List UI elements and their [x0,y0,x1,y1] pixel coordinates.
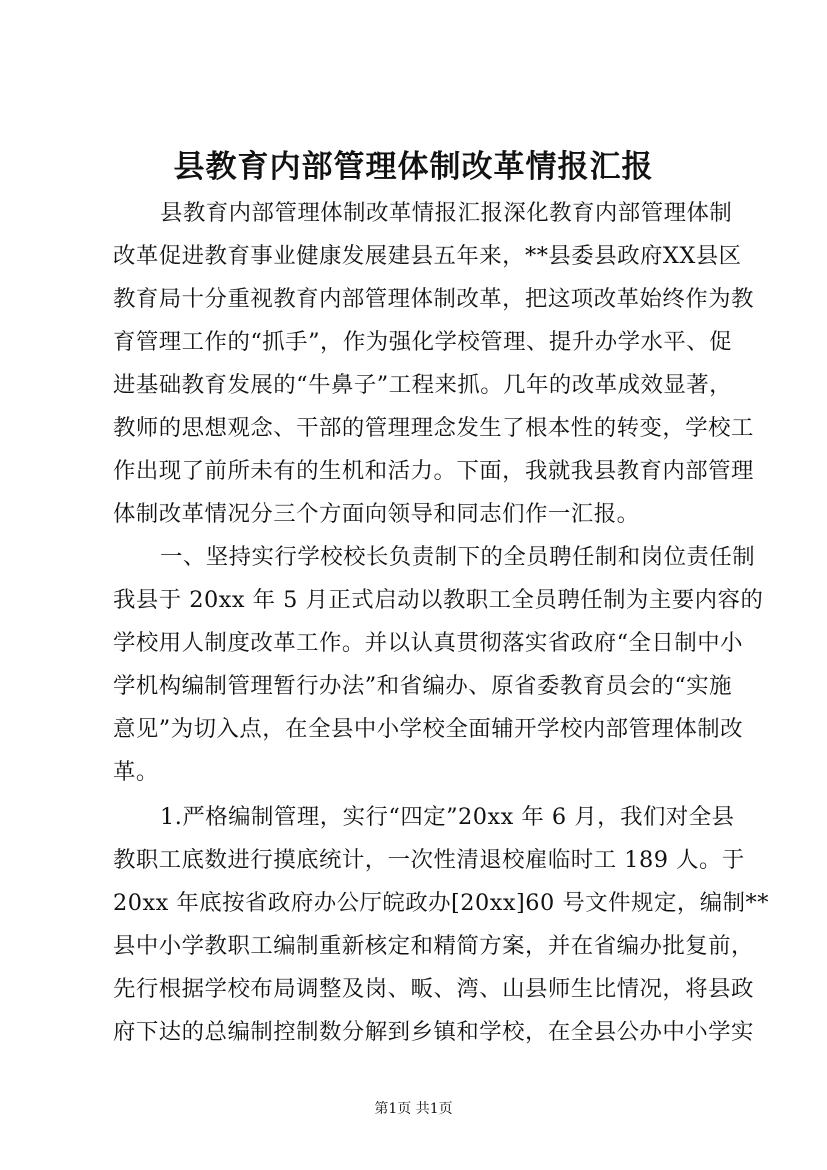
body-line: 作出现了前所未有的生机和活力。下面，我就我县教育内部管理 [113,458,754,484]
body-line: 教师的思想观念、干部的管理理念发生了根本性的转变，学校工 [113,415,754,441]
body-line: 育管理工作的“抓手”，作为强化学校管理、提升办学水平、促 [113,329,733,355]
page-number-footer: 第1页 共1页 [374,1101,453,1117]
body-line: 意见”为切入点，在全县中小学校全面辅开学校内部管理体制改 [113,716,743,742]
body-line: 府下达的总编制控制数分解到乡镇和学校，在全县公办中小学实 [113,1019,754,1045]
body-line: 先行根据学校布局调整及岗、畈、湾、山县师生比情况，将县政 [113,976,754,1002]
body-line: 进基础教育发展的“牛鼻子”工程来抓。几年的改革成效显著， [113,372,733,398]
body-line: 学校用人制度改革工作。并以认真贯彻落实省政府“全日制中小 [113,630,743,656]
document-body [113,192,769,1054]
subsection-heading: 1.严格编制管理，实行“四定”20xx 年 6 月，我们对全县 [160,804,735,830]
body-line: 教职工底数进行摸底统计，一次性清退校雇临时工 189 人。于 [113,847,745,873]
body-line: 改革促进教育事业健康发展建县五年来，**县委县政府XX县区 [113,243,742,269]
body-line: 20xx 年底按省政府办公厅皖政办[20xx]60 号文件规定，编制** [113,890,769,916]
body-line: 教育局十分重视教育内部管理体制改革，把这项改革始终作为教 [113,286,754,312]
document-title: 县教育内部管理体制改革情报汇报 [173,149,654,185]
body-line: 体制改革情况分三个方面向领导和同志们作一汇报。 [113,501,640,527]
body-line: 我县于 20xx 年 5 月正式启动以教职工全员聘任制为主要内容的 [113,587,764,613]
body-line: 学机构编制管理暂行办法”和省编办、原省委教育员会的“实施 [113,673,733,699]
body-line: 县中小学教职工编制重新核定和精简方案，并在省编办批复前， [113,933,754,959]
body-line: 革。 [113,759,159,785]
section-heading: 一、坚持实行学校校长负责制下的全员聘任制和岗位责任制 [160,544,756,570]
body-line: 县教育内部管理体制改革情报汇报深化教育内部管理体制 [160,200,733,226]
